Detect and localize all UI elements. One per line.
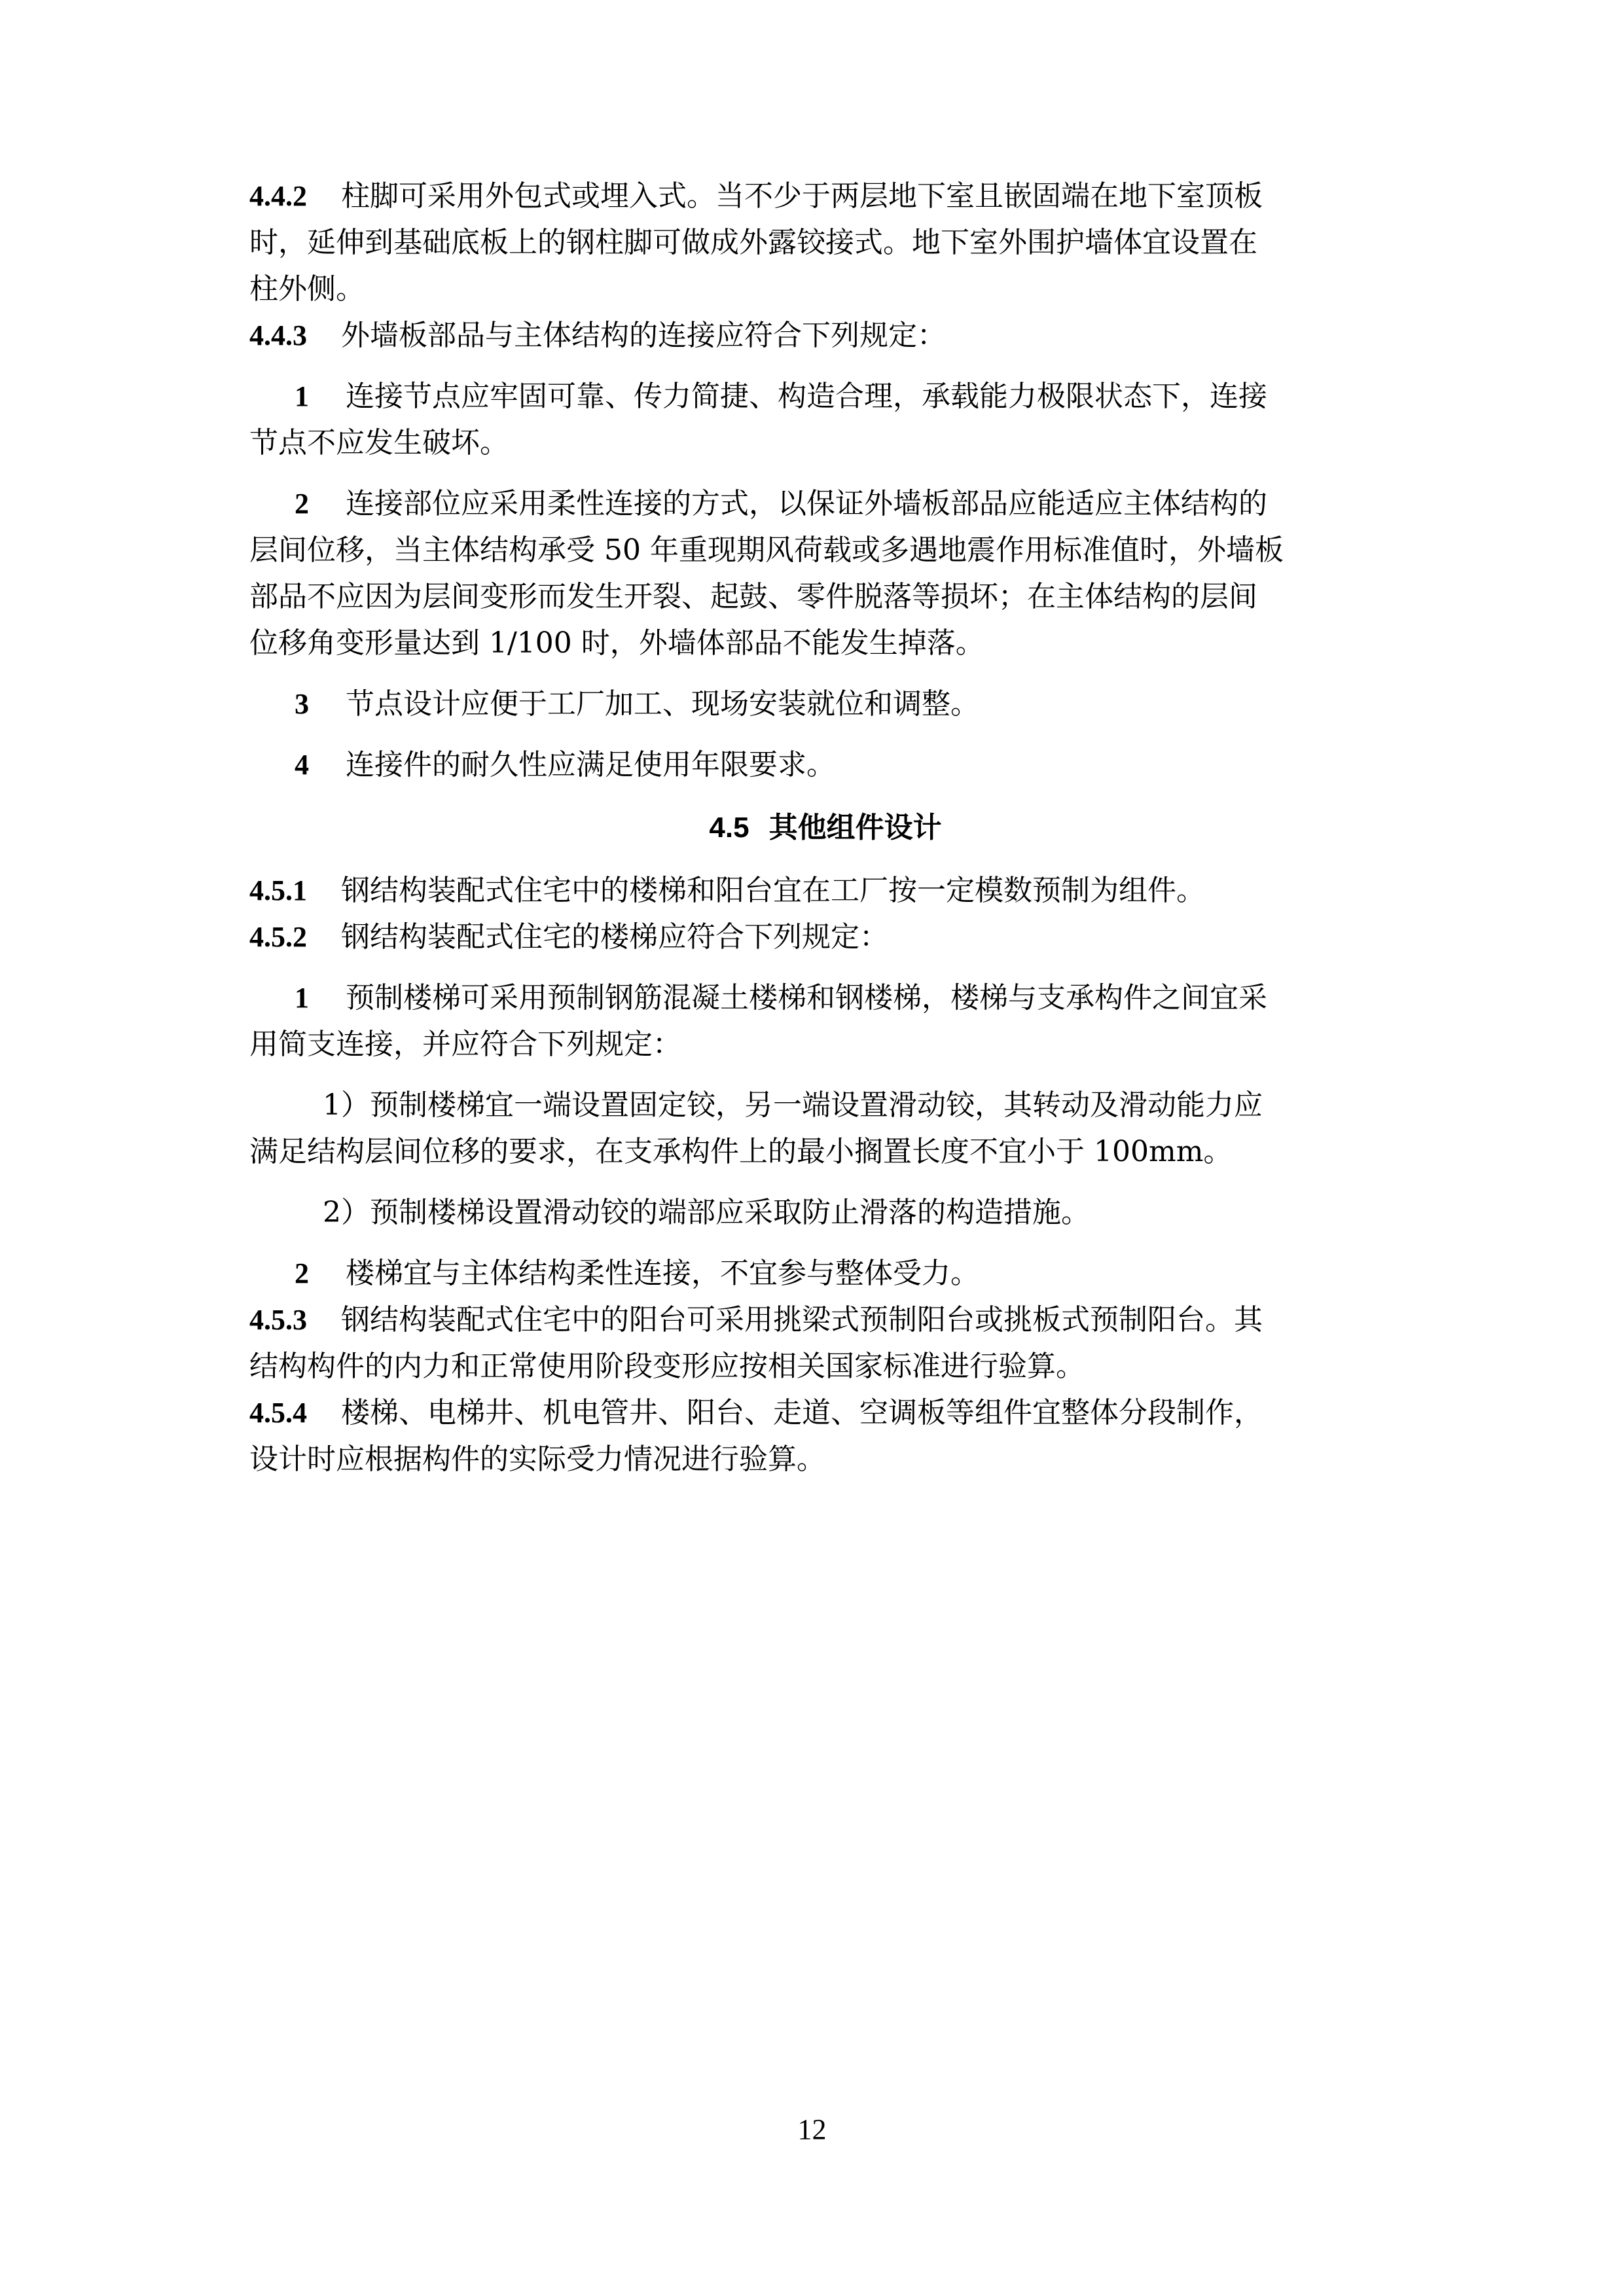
sub-item-text: 满足结构层间位移的要求，在支承构件上的最小搁置长度不宜小于 100mm。 xyxy=(249,1135,1233,1168)
list-item xyxy=(249,978,1401,1018)
clause-text: 结构构件的内力和正常使用阶段变形应按相关国家标准进行验算。 xyxy=(249,1350,1085,1383)
clause-text: 柱外侧。 xyxy=(249,272,365,306)
item-text: 预制楼梯可采用预制钢筋混凝土楼梯和钢楼梯，楼梯与支承构件之间宜采 xyxy=(346,981,1267,1014)
clause-text: 钢结构装配式住宅的楼梯应符合下列规定： xyxy=(341,920,888,954)
document-body xyxy=(249,177,1401,1479)
list-item xyxy=(249,1254,1401,1293)
item-text: 部品不应因为层间变形而发生开裂、起鼓、零件脱落等损坏；在主体结构的层间 xyxy=(249,580,1257,613)
item-number: 1 xyxy=(295,380,309,412)
item-number: 2 xyxy=(295,1257,309,1289)
item-text: 楼梯宜与主体结构柔性连接，不宜参与整体受力。 xyxy=(346,1257,979,1290)
list-item xyxy=(249,484,1401,524)
item-number: 4 xyxy=(295,749,309,781)
item-text: 节点设计应便于工厂加工、现场安装就位和调整。 xyxy=(346,687,979,721)
clause-text: 钢结构装配式住宅中的阳台可采用挑梁式预制阳台或挑板式预制阳台。其 xyxy=(341,1303,1263,1336)
item-text: 用简支连接，并应符合下列规定： xyxy=(249,1028,681,1061)
list-item xyxy=(249,745,1401,785)
section-number: 4.5 xyxy=(709,812,749,844)
clause-number: 4.5.4 xyxy=(249,1397,307,1429)
list-item xyxy=(249,685,1401,724)
clause-number: 4.5.2 xyxy=(249,921,307,953)
clause-4-5-2 xyxy=(249,918,1401,1293)
clause-text: 时，延伸到基础底板上的钢柱脚可做成外露铰接式。地下室外围护墙体宜设置在 xyxy=(249,226,1257,259)
clause-number: 4.5.1 xyxy=(249,874,307,906)
clause-4-4-3 xyxy=(249,316,1401,785)
clause-4-5-4 xyxy=(249,1393,1401,1479)
clause-text: 柱脚可采用外包式或埋入式。当不少于两层地下室且嵌固端在地下室顶板 xyxy=(341,179,1263,213)
clause-4-5-3 xyxy=(249,1300,1401,1386)
item-number: 2 xyxy=(295,488,309,520)
clause-text: 钢结构装配式住宅中的楼梯和阳台宜在工厂按一定模数预制为组件。 xyxy=(341,874,1205,907)
item-number: 1 xyxy=(295,982,309,1014)
item-text: 连接部位应采用柔性连接的方式，以保证外墙板部品应能适应主体结构的 xyxy=(346,487,1267,520)
item-text: 节点不应发生破坏。 xyxy=(249,426,509,459)
clause-text: 外墙板部品与主体结构的连接应符合下列规定： xyxy=(341,319,946,352)
sub-item: 2）预制楼梯设置滑动铰的端部应采取防止滑落的构造措施。 xyxy=(323,1196,1090,1229)
clause-number: 4.4.3 xyxy=(249,319,307,351)
clause-4-5-1 xyxy=(249,871,1401,910)
clause-4-4-2 xyxy=(249,177,1401,309)
section-title: 其他组件设计 xyxy=(768,811,942,844)
page-number: 12 xyxy=(797,2113,827,2145)
item-text: 连接节点应牢固可靠、传力简捷、构造合理，承载能力极限状态下，连接 xyxy=(346,380,1267,413)
item-number: 3 xyxy=(295,688,309,720)
item-text: 连接件的耐久性应满足使用年限要求。 xyxy=(346,748,835,781)
item-text: 位移角变形量达到 1/100 时，外墙体部品不能发生掉落。 xyxy=(249,626,984,660)
clause-number: 4.4.2 xyxy=(249,180,307,212)
sub-item: 1）预制楼梯宜一端设置固定铰，另一端设置滑动铰，其转动及滑动能力应 xyxy=(323,1088,1263,1122)
list-item xyxy=(249,377,1401,416)
item-text: 层间位移，当主体结构承受 50 年重现期风荷载或多遇地震作用标准值时，外墙板 xyxy=(249,533,1284,567)
clause-text: 设计时应根据构件的实际受力情况进行验算。 xyxy=(249,1443,825,1476)
clause-text: 楼梯、电梯井、机电管井、阳台、走道、空调板等组件宜整体分段制作， xyxy=(341,1396,1263,1429)
section-heading xyxy=(249,808,1401,848)
clause-number: 4.5.3 xyxy=(249,1304,307,1336)
